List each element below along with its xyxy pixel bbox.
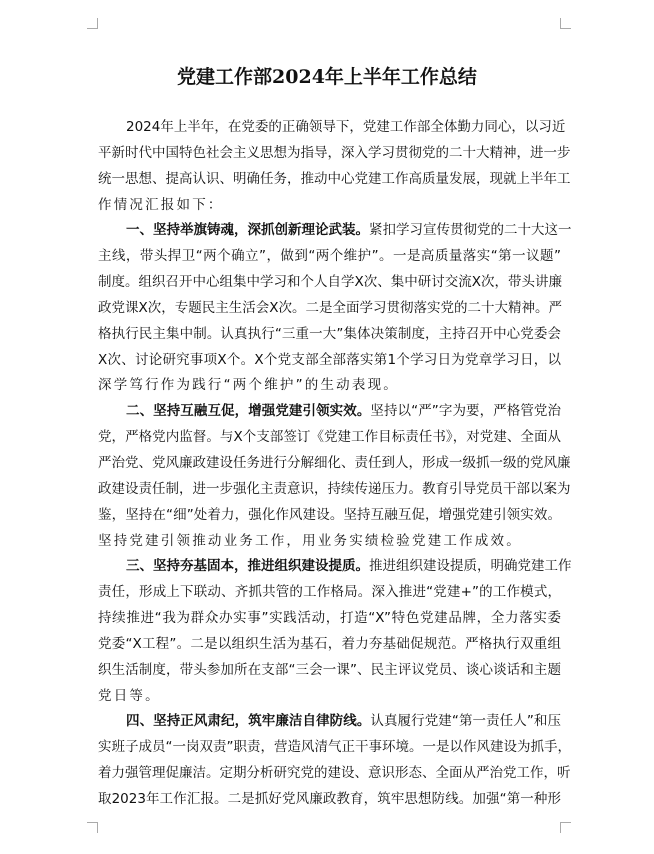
- paragraph-text: 2024年上半年，在党委的正确领导下，党建工作部全体勤力同心，以习近: [126, 119, 566, 135]
- page-corner-mark: [87, 822, 98, 833]
- paragraph-text: X次、讨论研究事项X个。X个党支部全部落实第1个学习日为党章学习日，以: [98, 351, 561, 368]
- paragraph-line: [98, 425, 561, 451]
- paragraph-text: 党日等。: [98, 687, 161, 704]
- paragraph-line: [98, 348, 561, 374]
- paragraph-text: 党，严格党内监督。与X个支部签订《党建工作目标责任书》，对党建、全面从: [98, 429, 561, 446]
- paragraph-text: 责任，形成上下联动、齐抓共管的工作格局。深入推进“党建+”的工作模式，: [98, 584, 561, 601]
- paragraph-text: 紧扣学习宣传贯彻党的二十大这一: [369, 222, 572, 239]
- paragraph-line: [98, 322, 561, 348]
- section-heading: 三、坚持夯基固本，推进组织建设提质。: [126, 558, 369, 575]
- paragraph-text: 坚持党建引领推动业务工作，用业务实绩检验党建工作成效。: [98, 532, 522, 549]
- page-corner-mark: [560, 18, 571, 29]
- document-body: [98, 115, 572, 813]
- paragraph-line: [98, 296, 561, 322]
- paragraph-line: [98, 580, 561, 606]
- page-corner-mark: [87, 18, 98, 29]
- paragraph-line: [98, 193, 561, 219]
- section-heading: 二、坚持互融互促，增强党建引领实效。: [126, 403, 371, 420]
- paragraph-line: [98, 373, 561, 399]
- paragraph-line: [98, 529, 561, 555]
- paragraph-line: [98, 451, 571, 477]
- paragraph-line: [98, 606, 561, 632]
- paragraph-text: 格执行民主集中制。认真执行“三重一大”集体决策制度，主持召开中心党委会: [98, 325, 561, 342]
- paragraph-text: 坚持以“严”字为要，严格管党治: [370, 403, 561, 420]
- section-heading: 四、坚持正风肃纪，筑牢廉洁自律防线。: [126, 713, 371, 730]
- paragraph-line: [98, 658, 561, 684]
- paragraph-line: [98, 787, 561, 813]
- document-title: 党建工作部2024年上半年工作总结: [177, 66, 477, 88]
- paragraph-text: 持续推进“我为群众办实事”实践活动，打造“X”特色党建品牌，全力落实委: [98, 610, 561, 627]
- paragraph-text: 认真履行党建“第一责任人”和压: [370, 713, 561, 730]
- paragraph-text: 鉴，坚持在“细”处着力，强化作风建设。坚持互融互促，增强党建引领实效。: [98, 506, 561, 523]
- paragraph-line: [98, 684, 561, 710]
- paragraph-text: 取2023年工作汇报。二是抓好党风廉政教育，筑牢思想防线。加强“第一种形: [98, 790, 561, 807]
- paragraph-line: [98, 115, 566, 141]
- paragraph-text: 党委“X工程”。二是以组织生活为基石，着力夯基础促规范。严格执行双重组: [98, 635, 561, 652]
- paragraph-line: [98, 477, 571, 503]
- paragraph-text: 统一思想、提高认识、明确任务，推动中心党建工作高质量发展，现就上半年工: [98, 170, 571, 187]
- paragraph-text: 实班子成员“一岗双责”职责，营造风清气正干事环境。一是以作风建设为抓手，: [98, 739, 571, 756]
- paragraph-text: 深学笃行作为践行“两个维护”的生动表现。: [98, 377, 399, 394]
- paragraph-line: [98, 632, 561, 658]
- paragraph-text: 织生活制度，带头参加所在支部“三会一课”、民主评议党员、谈心谈话和主题: [98, 661, 561, 678]
- paragraph-text: 政建设责任制，进一步强化主责意识，持续传递压力。教育引导党员干部以案为: [98, 480, 571, 497]
- paragraph-line: [98, 141, 571, 167]
- paragraph-text: 平新时代中国特色社会主义思想为指导，深入学习贯彻党的二十大精神，进一步: [98, 144, 571, 161]
- paragraph-text: 着力强管理促廉洁。定期分析研究党的建设、意识形态、全面从严治党工作，听: [98, 765, 571, 782]
- paragraph-line: [98, 399, 561, 425]
- paragraph-text: 严治党、党风廉政建设任务进行分解细化、责任到人，形成一级抓一级的党风廉: [98, 454, 571, 471]
- section-heading: 一、坚持举旗铸魂，深抓创新理论武装。: [126, 222, 369, 239]
- paragraph-line: [98, 735, 571, 761]
- paragraph-line: [98, 270, 561, 296]
- paragraph-text: 制度。组织召开中心组集中学习和个人自学X次、集中研讨交流X次，带头讲廉: [98, 274, 562, 291]
- paragraph-line: [98, 709, 561, 735]
- paragraph-line: [98, 218, 572, 244]
- paragraph-line: [98, 554, 572, 580]
- page-corner-mark: [560, 822, 571, 833]
- paragraph-line: [98, 167, 571, 193]
- paragraph-text: 推进组织建设提质，明确党建工作: [369, 558, 572, 575]
- paragraph-text: 作情况汇报如下：: [98, 196, 224, 213]
- paragraph-text: 政党课X次，专题民主生活会X次。二是全面学习贯彻落实党的二十大精神。严: [98, 299, 562, 316]
- paragraph-text: 主线，带头捍卫“两个确立”，做到“两个维护”。一是高质量落实“第一议题”: [98, 248, 561, 265]
- paragraph-line: [98, 761, 571, 787]
- paragraph-line: [98, 503, 561, 529]
- paragraph-line: [98, 244, 561, 270]
